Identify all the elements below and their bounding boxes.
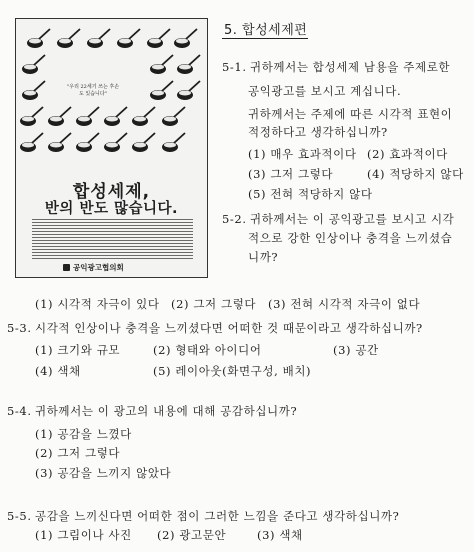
detergent-spoon-icon (87, 29, 110, 48)
q5-1-option-1[interactable]: (1) 매우 효과적이다 (248, 147, 357, 161)
q5-2-line1: 귀하께서는 이 공익광고를 보시고 시각 (250, 212, 455, 226)
q5-1-line2: 공익광고를 보시고 계십니다. (248, 84, 402, 98)
detergent-spoon-icon (117, 29, 140, 48)
q5-4-number: 5-4. (7, 404, 32, 418)
detergent-spoon-icon (22, 81, 45, 100)
q5-4-option-2[interactable]: (2) 그저 그렇다 (35, 446, 121, 460)
detergent-spoon-icon (57, 29, 80, 48)
detergent-spoon-icon (132, 133, 155, 152)
q5-3-option-4[interactable]: (4) 색채 (35, 364, 81, 378)
ad-sponsor-label: 공익광고협의회 (73, 263, 124, 272)
sponsor-logo-icon (63, 264, 70, 271)
detergent-spoon-icon (104, 107, 127, 126)
ad-headline-line2: 반의 반도 많습니다. (44, 201, 179, 217)
q5-1-number: 5-1. (222, 60, 247, 74)
q5-4-text: 귀하께서는 이 광고의 내용에 대해 공감하십니까? (35, 404, 298, 418)
q5-3-option-5[interactable]: (5) 레이아웃(화면구성, 배치) (153, 364, 312, 378)
q5-2-line2: 적으로 강한 인상이나 충격을 느끼셨습 (248, 231, 453, 245)
detergent-spoon-icon (48, 107, 71, 126)
ad-body-text (32, 219, 193, 259)
q5-2-option-3[interactable]: (3) 전혀 시각적 자극이 없다 (268, 297, 421, 311)
q5-5-option-2[interactable]: (2) 광고문안 (157, 528, 227, 542)
q5-1-option-5[interactable]: (5) 전혀 적당하지 않다 (248, 187, 373, 201)
detergent-spoon-icon (76, 133, 99, 152)
q5-3-option-1[interactable]: (1) 크기와 규모 (35, 343, 121, 357)
detergent-spoon-icon (104, 133, 127, 152)
advertisement-image (15, 18, 208, 278)
detergent-spoon-icon (177, 55, 200, 74)
q5-5-option-1[interactable]: (1) 그림이나 사진 (35, 528, 132, 542)
detergent-spoon-icon (22, 55, 45, 74)
detergent-spoon-icon (76, 107, 99, 126)
q5-1-option-4[interactable]: (4) 적당하지 않다 (367, 167, 464, 181)
q5-3-text: 시각적 인상이나 충격을 느끼셨다면 어떠한 것 때문이라고 생각하십니까? (35, 321, 423, 335)
detergent-spoon-icon (150, 81, 173, 100)
detergent-spoon-icon (150, 55, 173, 74)
detergent-spoon-icon (162, 107, 185, 126)
section-title: 5. 합성세제편 (224, 23, 308, 38)
q5-3-option-3[interactable]: (3) 공간 (333, 343, 379, 357)
q5-3-number: 5-3. (7, 321, 32, 335)
detergent-spoon-icon (177, 81, 200, 100)
detergent-spoon-icon (20, 107, 43, 126)
q5-2-line3: 니까? (248, 250, 279, 264)
detergent-spoon-icon (20, 133, 43, 152)
q5-5-text: 공감을 느끼신다면 어떠한 점이 그러한 느낌을 준다고 생각하십니까? (35, 509, 400, 523)
section-title-underline (222, 38, 308, 39)
q5-2-option-2[interactable]: (2) 그저 그렇다 (171, 297, 257, 311)
ad-headline-line1: 합성세제, (72, 182, 151, 202)
ad-quote: "우리 22세기 쓰는 후손도 있습니다" (66, 84, 120, 97)
detergent-spoon-icon (147, 29, 170, 48)
q5-1-option-3[interactable]: (3) 그저 그렇다 (248, 167, 334, 181)
ad-sponsor (63, 262, 124, 273)
q5-3-option-2[interactable]: (2) 형태와 아이디어 (153, 343, 262, 357)
q5-4-option-3[interactable]: (3) 공감을 느끼지 않았다 (35, 466, 172, 480)
detergent-spoon-icon (48, 133, 71, 152)
q5-1-option-2[interactable]: (2) 효과적이다 (367, 147, 448, 161)
q5-5-option-3[interactable]: (3) 색채 (257, 528, 303, 542)
q5-4-option-1[interactable]: (1) 공감을 느꼈다 (35, 427, 132, 441)
detergent-spoon-icon (174, 29, 197, 48)
q5-1-line1: 귀하께서는 합성세제 남용을 주제로한 (250, 60, 451, 74)
detergent-spoon-icon (132, 107, 155, 126)
q5-1-line3: 귀하께서는 주제에 따른 시각적 표현이 (248, 107, 453, 121)
q5-2-number: 5-2. (222, 212, 247, 226)
q5-5-number: 5-5. (7, 509, 32, 523)
q5-1-line4: 적정하다고 생각하십니까? (248, 125, 388, 139)
q5-2-option-1[interactable]: (1) 시각적 자극이 있다 (35, 297, 160, 311)
detergent-spoon-icon (162, 133, 185, 152)
detergent-spoon-icon (27, 29, 50, 48)
